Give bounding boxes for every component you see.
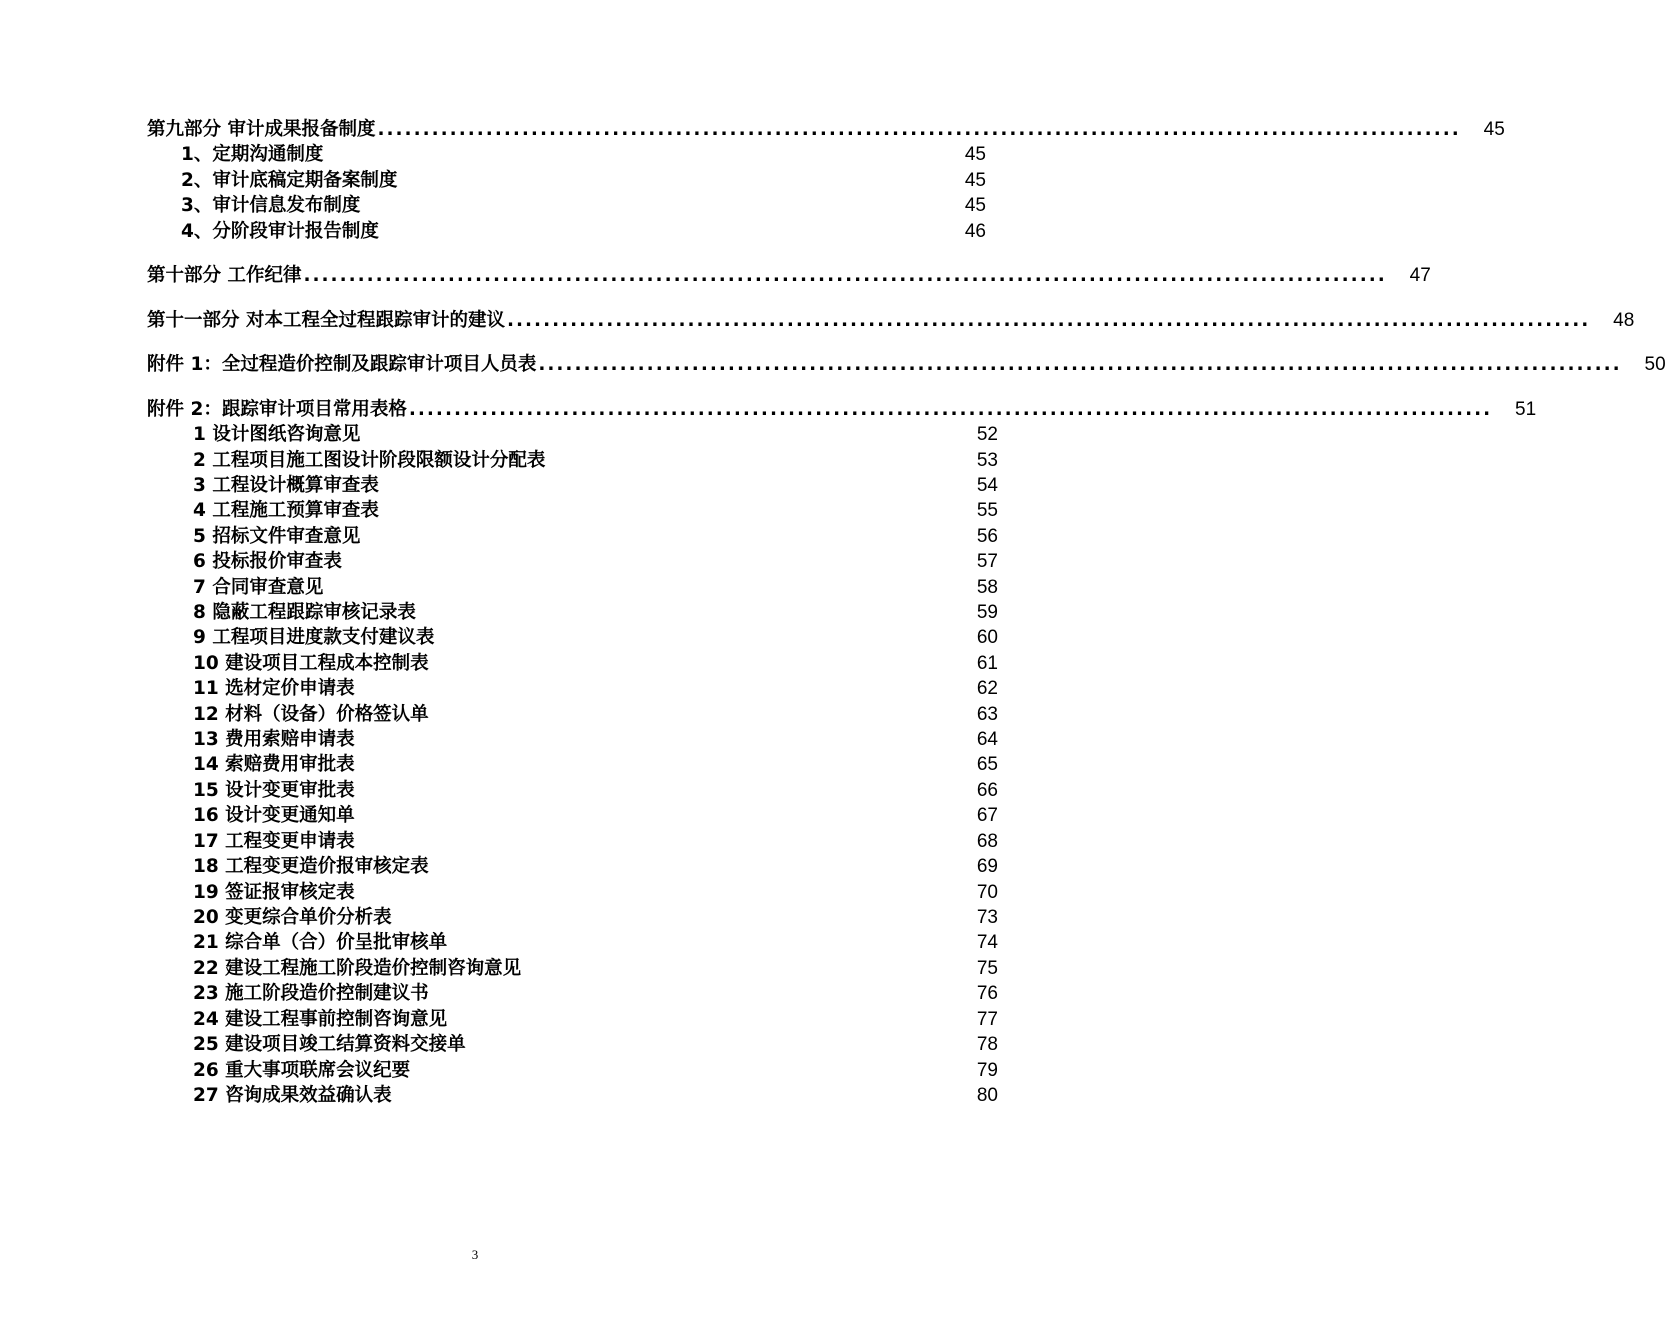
toc-entry[interactable] [0, 1083, 1143, 1108]
toc-entry-page: 45 [964, 195, 986, 216]
toc-entry-title: 6 投标报价审查表 [193, 551, 342, 572]
toc-entry-title: 7 合同审查意见 [193, 577, 324, 598]
toc-entry-page: 79 [976, 1060, 998, 1081]
toc-entry[interactable] [0, 473, 1143, 498]
toc-entry-title: 15 设计变更审批表 [193, 780, 355, 801]
toc-entry-title: 4 工程施工预算审查表 [193, 500, 379, 521]
toc-entry-title: 17 工程变更申请表 [193, 831, 355, 852]
toc-entry-title: 14 索赔费用审批表 [193, 754, 355, 775]
toc-entry-title: 第九部分 审计成果报备制度 [147, 119, 376, 140]
toc-entry-page: 56 [976, 526, 998, 547]
toc-entry[interactable] [0, 352, 1666, 377]
toc-entry-page: 80 [976, 1085, 998, 1106]
toc-entry-page: 46 [964, 221, 986, 242]
toc-entry[interactable] [0, 956, 1143, 981]
toc-entry-title: 16 设计变更通知单 [193, 805, 355, 826]
toc-entry-title: 第十一部分 对本工程全过程跟踪审计的建议 [147, 310, 505, 331]
toc-entry-page: 54 [976, 475, 998, 496]
toc-entry-page: 65 [976, 754, 998, 775]
toc-entry[interactable] [0, 600, 1143, 625]
toc-entry-page: 45 [1483, 119, 1505, 140]
toc-entry[interactable] [0, 676, 1143, 701]
toc-entry-title: 21 综合单（合）价呈批审核单 [193, 932, 448, 953]
toc-entry-page: 53 [976, 450, 998, 471]
toc-entry[interactable] [0, 193, 1131, 218]
toc-entry-title: 1、定期沟通制度 [181, 144, 324, 165]
toc-entry-page: 60 [976, 627, 998, 648]
toc-entry[interactable] [0, 549, 1143, 574]
toc-entry-page: 55 [976, 500, 998, 521]
toc-entry-title: 11 选材定价申请表 [193, 678, 355, 699]
toc-entry-title: 13 费用索赔申请表 [193, 729, 355, 750]
toc-entry-title: 10 建设项目工程成本控制表 [193, 653, 429, 674]
toc-entry[interactable] [0, 880, 1143, 905]
toc-entry[interactable] [0, 625, 1143, 650]
toc-entry-page: 73 [976, 907, 998, 928]
toc-entry-title: 3、审计信息发布制度 [181, 195, 361, 216]
toc-entry[interactable] [0, 308, 1635, 333]
toc-entry[interactable] [0, 524, 1143, 549]
dot-leader: ........................................................................................................................ [408, 399, 1493, 420]
toc-entry-page: 45 [964, 144, 986, 165]
toc-entry-page: 64 [976, 729, 998, 750]
toc-entry-title: 8 隐蔽工程跟踪审核记录表 [193, 602, 416, 623]
toc-entry-page: 75 [976, 958, 998, 979]
dot-leader: ........................................................................................................................ [303, 265, 1387, 286]
toc-entry-page: 50 [1644, 354, 1666, 375]
toc-entry-page: 74 [976, 932, 998, 953]
toc-entry-title: 18 工程变更造价报审核定表 [193, 856, 429, 877]
toc-entry[interactable] [0, 829, 1143, 854]
toc-entry-title: 2、审计底稿定期备案制度 [181, 170, 398, 191]
toc-entry-page: 78 [976, 1034, 998, 1055]
toc-entry[interactable] [0, 168, 1131, 193]
toc-entry[interactable] [0, 448, 1143, 473]
toc-entry-page: 59 [976, 602, 998, 623]
toc-entry-page: 48 [1613, 310, 1635, 331]
toc-entry-title: 23 施工阶段造价控制建议书 [193, 983, 429, 1004]
toc-entry[interactable] [0, 117, 1505, 142]
toc-entry-page: 52 [976, 424, 998, 445]
toc-entry[interactable] [0, 854, 1143, 879]
dot-leader: ........................................................................................................................ [506, 310, 1591, 331]
toc-entry-page: 69 [976, 856, 998, 877]
toc-entry-page: 70 [976, 882, 998, 903]
toc-entry[interactable] [0, 727, 1143, 752]
toc-entry-title: 20 变更综合单价分析表 [193, 907, 392, 928]
toc-entry[interactable] [0, 219, 1131, 244]
toc-entry-page: 76 [976, 983, 998, 1004]
toc-entry[interactable] [0, 778, 1143, 803]
toc-entry-title: 25 建设项目竣工结算资料交接单 [193, 1034, 466, 1055]
toc-entry-page: 45 [964, 170, 986, 191]
toc-entry[interactable] [0, 651, 1143, 676]
toc-entry-title: 24 建设工程事前控制咨询意见 [193, 1009, 448, 1030]
dot-leader: ........................................................................................................................ [377, 119, 1461, 140]
toc-entry-title: 27 咨询成果效益确认表 [193, 1085, 392, 1106]
toc-entry-title: 4、分阶段审计报告制度 [181, 221, 379, 242]
toc-entry[interactable] [0, 498, 1143, 523]
toc-entry[interactable] [0, 905, 1143, 930]
toc-entry-page: 58 [976, 577, 998, 598]
toc-entry[interactable] [0, 263, 1431, 288]
toc-entry[interactable] [0, 397, 1537, 422]
toc-entry[interactable] [0, 1032, 1143, 1057]
page-number: 3 [471, 1247, 479, 1262]
toc-entry[interactable] [0, 752, 1143, 777]
toc-entry-page: 77 [976, 1009, 998, 1030]
toc-entry[interactable] [0, 981, 1143, 1006]
toc-entry-title: 22 建设工程施工阶段造价控制咨询意见 [193, 958, 522, 979]
toc-entry-page: 68 [976, 831, 998, 852]
toc-entry-title: 19 签证报审核定表 [193, 882, 355, 903]
toc-entry-title: 12 材料（设备）价格签认单 [193, 704, 429, 725]
toc-entry[interactable] [0, 803, 1143, 828]
toc-entry-title: 26 重大事项联席会议纪要 [193, 1060, 411, 1081]
toc-entry-page: 51 [1515, 399, 1537, 420]
toc-entry-page: 47 [1409, 265, 1431, 286]
toc-entry-page: 66 [976, 780, 998, 801]
toc-entry-title: 附件 1：全过程造价控制及跟踪审计项目人员表 [147, 354, 537, 375]
toc-entry-page: 62 [976, 678, 998, 699]
toc-entry[interactable] [0, 422, 1143, 447]
toc-entry-title: 5 招标文件审查意见 [193, 526, 361, 547]
toc-entry-title: 附件 2：跟踪审计项目常用表格 [147, 399, 407, 420]
toc-entry-title: 9 工程项目进度款支付建议表 [193, 627, 435, 648]
toc-entry-title: 第十部分 工作纪律 [147, 265, 302, 286]
toc-entry[interactable] [0, 702, 1143, 727]
toc-entry[interactable] [0, 1058, 1143, 1083]
dot-leader: ........................................................................................................................ [538, 354, 1622, 375]
toc-entry-page: 63 [976, 704, 998, 725]
toc-entry[interactable] [0, 575, 1143, 600]
toc-entry-title: 3 工程设计概算审查表 [193, 475, 379, 496]
toc-entry[interactable] [0, 142, 1131, 167]
toc-entry[interactable] [0, 1007, 1143, 1032]
toc-entry[interactable] [0, 930, 1143, 955]
toc-entry-title: 1 设计图纸咨询意见 [193, 424, 361, 445]
toc-entry-title: 2 工程项目施工图设计阶段限额设计分配表 [193, 450, 546, 471]
toc-entry-page: 57 [976, 551, 998, 572]
toc-entry-page: 67 [976, 805, 998, 826]
toc-entry-page: 61 [976, 653, 998, 674]
